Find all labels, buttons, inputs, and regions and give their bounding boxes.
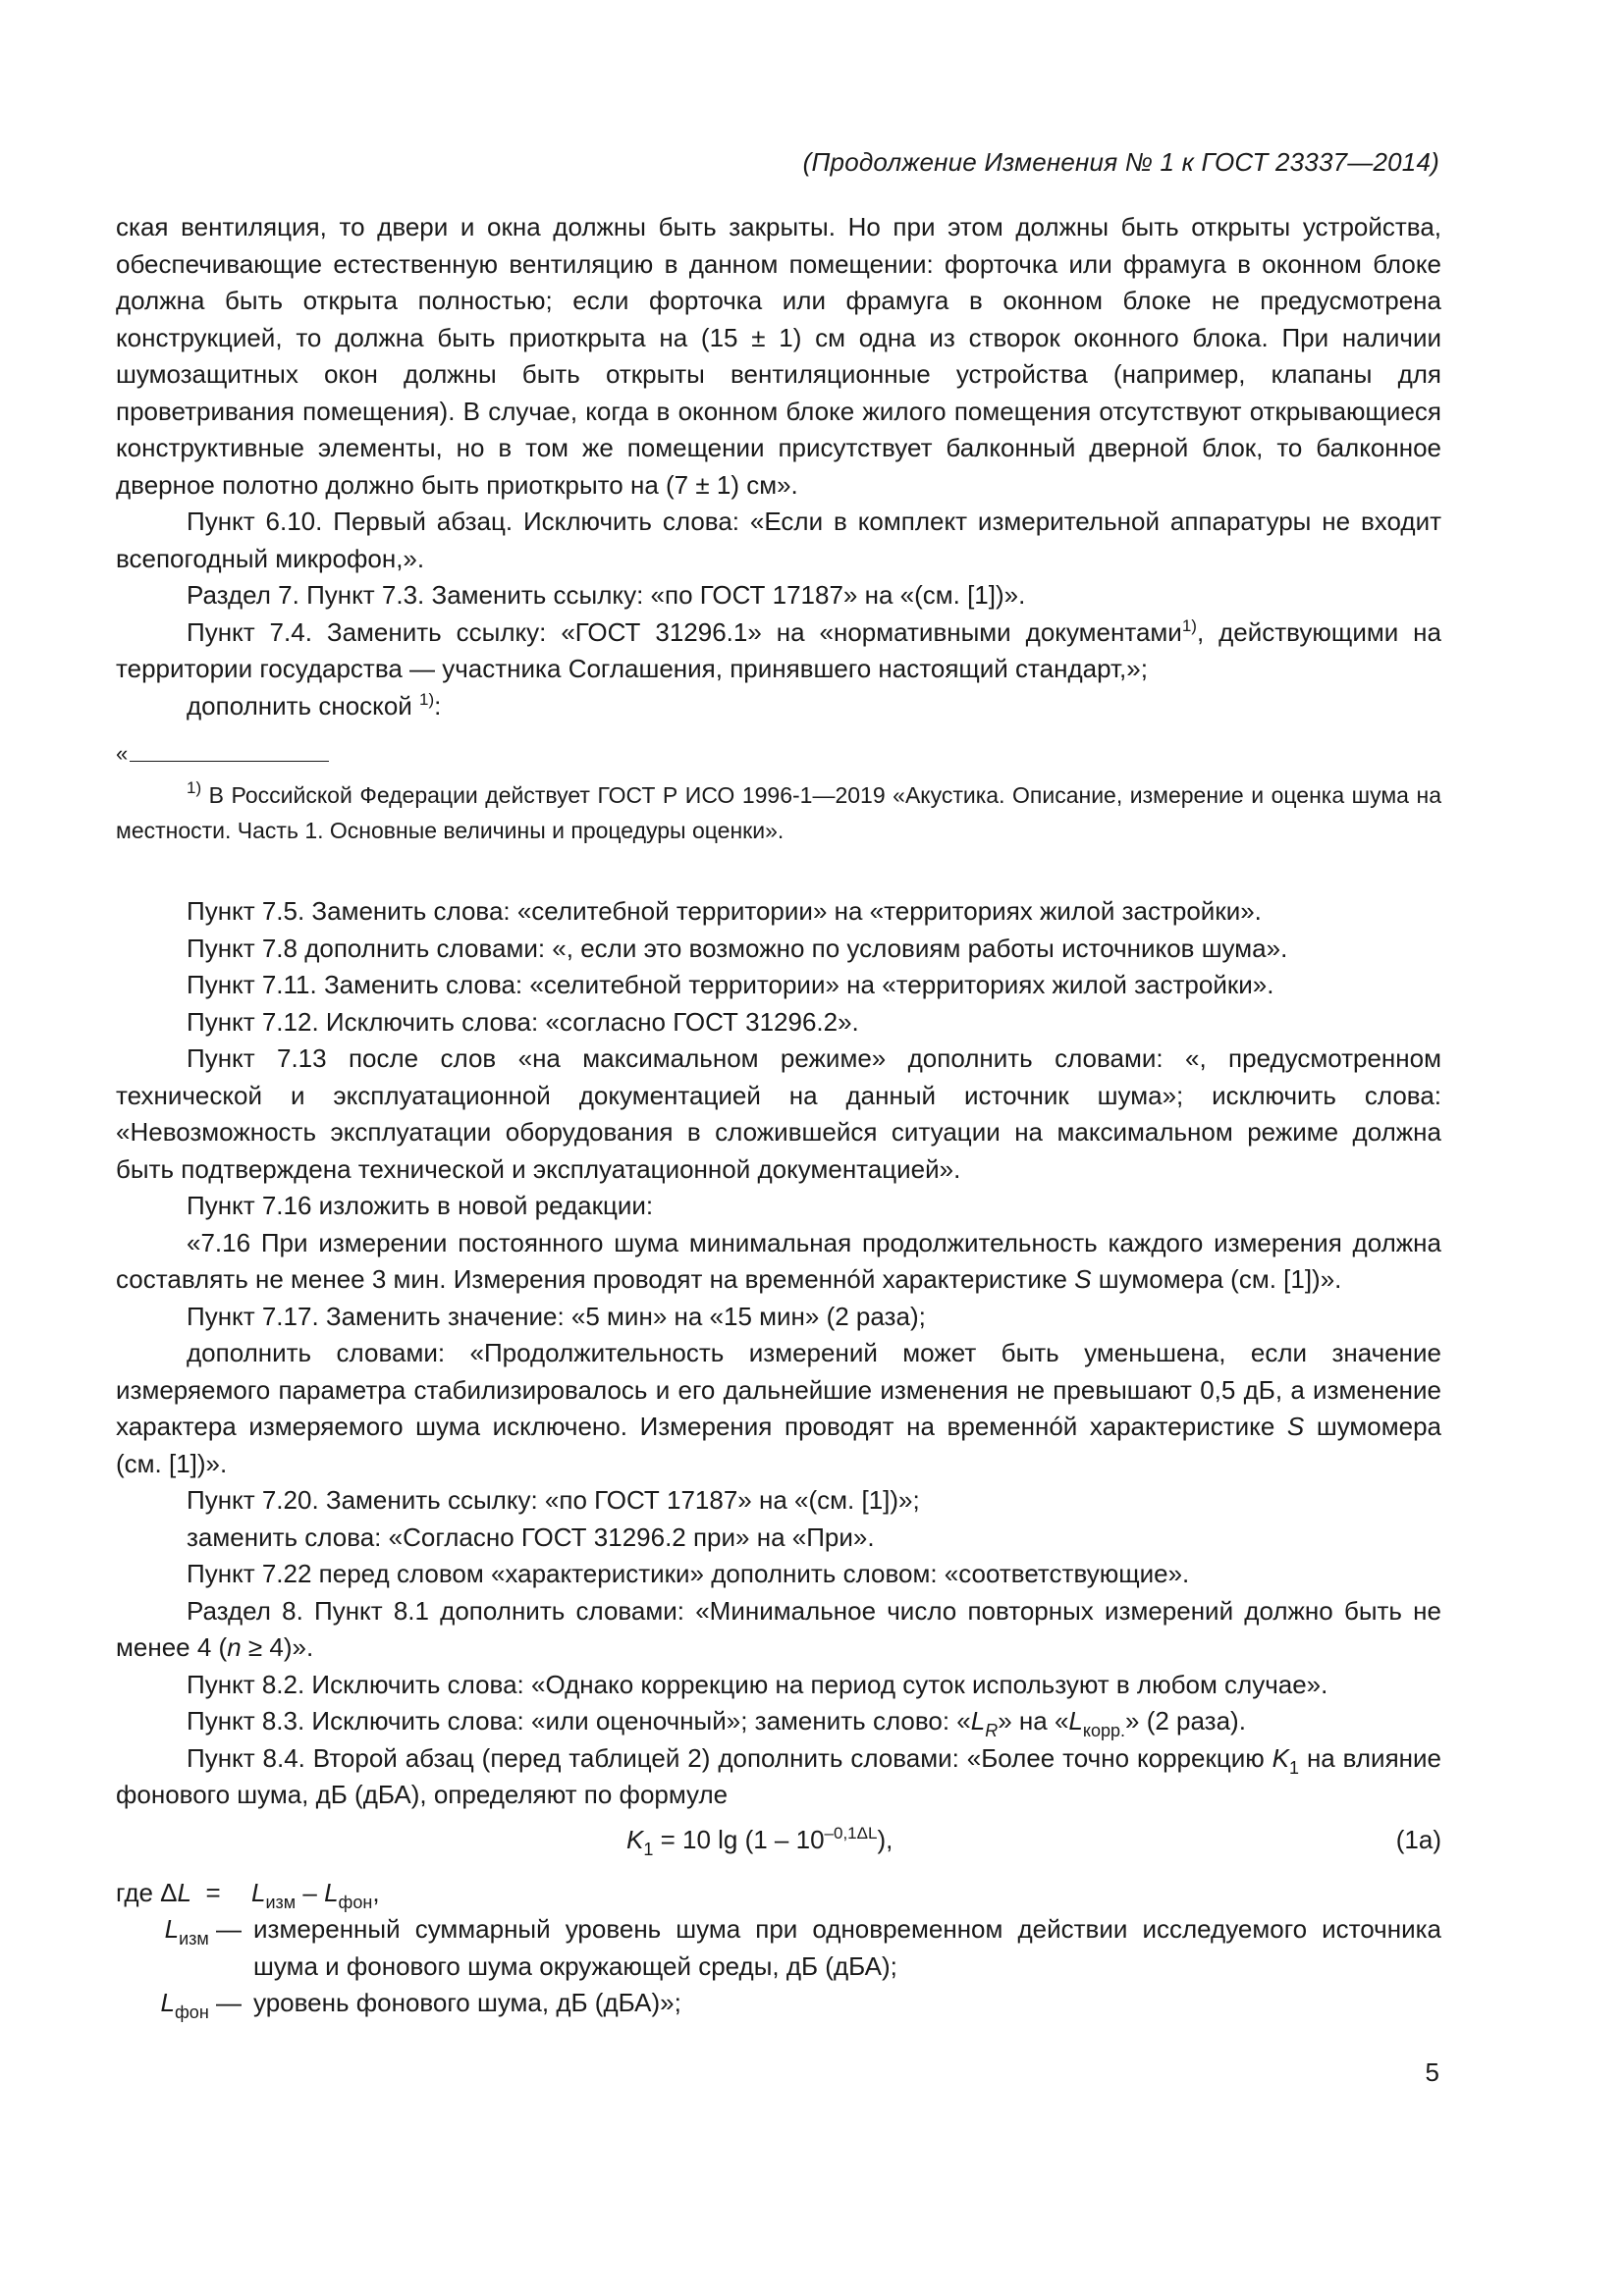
formula-row bbox=[116, 1818, 1441, 1865]
footnote-block bbox=[116, 739, 1441, 848]
text-run: Пункт 8.4. Второй абзац (перед таблицей 2) дополнить словами: «Более точно коррекцию bbox=[187, 1742, 1272, 1773]
text-run: Пункт 8.3. Исключить слова: «или оценочный»; заменить слово: « bbox=[187, 1706, 971, 1735]
where-label bbox=[116, 1911, 253, 1985]
where-definition: уровень фонового шума, дБ (дБА)»; bbox=[253, 1988, 681, 2017]
footnote-open-quote: « bbox=[116, 741, 129, 766]
text-run: , действующими на территории государства — участника Соглашения, принявшего настоящий стандарт,»; bbox=[116, 616, 1441, 683]
paragraph: Раздел 7. Пункт 7.3. Заменить ссылку: «по ГОСТ 17187» на «(см. [1])». bbox=[187, 580, 1026, 610]
where-row bbox=[116, 1911, 1441, 1985]
footnote-separator bbox=[116, 739, 1441, 769]
subscript: изм bbox=[265, 1892, 297, 1912]
footnote-ref: 1) bbox=[1181, 615, 1197, 635]
formula-number: (1а) bbox=[1395, 1824, 1441, 1854]
footnote-rule bbox=[130, 761, 329, 762]
paragraph bbox=[116, 1225, 1441, 1299]
where-row bbox=[116, 1985, 1441, 2022]
where-block bbox=[116, 1875, 1441, 2022]
paragraph: Пункт 7.22 перед словом «характеристики» дополнить словом: «соответствующие». bbox=[187, 1559, 1190, 1588]
text-run: ≥ 4)». bbox=[241, 1632, 314, 1662]
text-run: » на « bbox=[998, 1706, 1069, 1735]
footnote-text bbox=[116, 777, 1441, 848]
document-body bbox=[116, 209, 1441, 2022]
paragraph: Пункт 7.12. Исключить слова: «согласно ГОСТ 31296.2». bbox=[187, 1006, 859, 1037]
subscript: R bbox=[985, 1721, 999, 1740]
text-run: — bbox=[216, 1914, 242, 1944]
paragraph: ская вентиляция, то двери и окна должны быть закрыты. Но при этом должны быть открыты устройства, обеспечивающие естественную вентиляцию в данном помещении: форточка или фрамуга в оконном блоке должна быть открыта полностью; если форточка или фрамуга в оконном блоке не предусмотрена конструкцией, то должна быть приоткрыта на (15 ± 1) см одна из створок оконного блока. При наличии шумозащитных окон должны быть открыты вентиляционные устройства (например, клапаны для проветривания помещения). В случае, когда в оконном блоке жилого помещения отсутствуют открывающиеся конструктивные элементы, но в том же помещении присутствует балконный дверной блок, то балконное дверное полотно должно быть приоткрыто на (7 ± 1) см». bbox=[116, 212, 1441, 500]
running-header: (Продолжение Изменения № 1 к ГОСТ 23337—2014) bbox=[802, 147, 1439, 177]
subscript: корр. bbox=[1082, 1721, 1126, 1740]
symbol: L bbox=[160, 1988, 175, 2017]
text-run: «7.16 При измерении постоянного шума минимальная продолжительность каждого измерения должна составлять не менее 3 мин. Измерения проводят на временнóй характеристике bbox=[116, 1227, 1441, 1294]
subscript: фон bbox=[338, 1892, 373, 1912]
subscript: изм bbox=[179, 1929, 209, 1949]
superscript: –0,1ΔL bbox=[824, 1823, 878, 1842]
paragraph bbox=[116, 1740, 1441, 1814]
where-row bbox=[116, 1875, 1441, 1912]
text-run: В Российской Федерации действует ГОСТ Р ИСО 1996-1—2019 «Акустика. Описание, измерение и оценка шума на местности. Часть 1. Основные величины и процедуры оценки». bbox=[116, 782, 1441, 843]
symbol: L bbox=[251, 1877, 266, 1907]
symbol: S bbox=[1286, 1412, 1305, 1441]
footnote-mark: 1) bbox=[187, 778, 202, 797]
amendments-list bbox=[116, 893, 1441, 2022]
text-run: шумомера (см. [1])». bbox=[116, 1412, 1442, 1478]
where-label bbox=[116, 1985, 253, 2022]
text-run: Пункт 7.4. Заменить ссылку: «ГОСТ 31296.1» на «нормативными документами bbox=[187, 616, 1182, 647]
symbol: L bbox=[1068, 1706, 1083, 1735]
symbol: L bbox=[164, 1914, 180, 1944]
text-run: Раздел 8. Пункт 8.1 дополнить словами: «Минимальное число повторных измерений должно быть не менее 4 ( bbox=[116, 1595, 1441, 1662]
text-run: » (2 раза). bbox=[1125, 1706, 1246, 1735]
paragraph bbox=[116, 1335, 1441, 1482]
page-number: 5 bbox=[1425, 2057, 1439, 2087]
text-run: на влияние фонового шума, дБ (дБА), определяют по формуле bbox=[116, 1742, 1441, 1809]
text-run: = 10 lg (1 – 10 bbox=[653, 1824, 825, 1854]
symbol: K bbox=[1272, 1742, 1290, 1773]
text-run: дополнить словами: «Продолжительность измерений может быть уменьшена, если значение измеряемого параметра стабилизировалось и его дальнейшие изменения не превышают 0,5 дБ, а изменение характера измеряемого шума исключено. Измерения проводят на временнóй характеристике bbox=[116, 1338, 1441, 1441]
paragraph: Пункт 7.20. Заменить ссылку: «по ГОСТ 17187» на «(см. [1])»; bbox=[187, 1485, 920, 1515]
symbol: n bbox=[227, 1632, 242, 1662]
paragraph: Пункт 7.17. Заменить значение: «5 мин» на «15 мин» (2 раза); bbox=[187, 1301, 926, 1331]
where-label bbox=[116, 1875, 251, 1912]
paragraph: Пункт 7.8 дополнить словами: «, если это возможно по условиям работы источников шума». bbox=[187, 933, 1288, 963]
paragraph bbox=[116, 614, 1441, 688]
text-run: – bbox=[296, 1877, 325, 1907]
symbol: K bbox=[626, 1824, 644, 1854]
paragraph: Пункт 8.2. Исключить слова: «Однако коррекцию на период суток используют в любом случае». bbox=[187, 1669, 1328, 1699]
text-run: шумомера (см. [1])». bbox=[1091, 1264, 1342, 1294]
text-run: , bbox=[372, 1877, 380, 1907]
text-run: = bbox=[205, 1877, 221, 1907]
paragraph: Пункт 7.13 после слов «на максимальном режиме» дополнить словами: «, предусмотренном технической и эксплуатационной документацией на данный источник шума»; исключить слова: «Невозможность эксплуатации оборудования в сложившейся ситуации на максимальном режиме должна быть подтверждена технической и эксплуатационной документацией». bbox=[116, 1043, 1441, 1184]
text-run: где Δ bbox=[116, 1877, 178, 1907]
formula bbox=[626, 1822, 893, 1859]
paragraph: Пункт 7.16 изложить в новой редакции: bbox=[187, 1191, 654, 1220]
symbol: L bbox=[324, 1877, 339, 1907]
paragraph bbox=[116, 1703, 1441, 1740]
where-definition: измеренный суммарный уровень шума при одновременном действии исследуемого источника шума и фонового шума окружающей среды, дБ (дБА); bbox=[253, 1914, 1441, 1981]
paragraph: Пункт 7.5. Заменить слова: «селитебной территории» на «территориях жилой застройки». bbox=[187, 896, 1262, 926]
subscript: фон bbox=[175, 2002, 209, 2022]
subscript: 1 bbox=[1289, 1757, 1300, 1778]
footnote-ref: 1) bbox=[419, 689, 435, 709]
subscript: 1 bbox=[643, 1839, 654, 1859]
symbol: L bbox=[970, 1706, 986, 1735]
paragraph: заменить слова: «Согласно ГОСТ 31296.2 при» на «При». bbox=[187, 1522, 875, 1552]
symbol: S bbox=[1074, 1264, 1092, 1294]
text-run: — bbox=[216, 1988, 242, 2017]
symbol: L bbox=[177, 1877, 192, 1907]
paragraph: Пункт 7.11. Заменить слова: «селитебной территории» на «территориях жилой застройки». bbox=[187, 970, 1274, 999]
text-run: дополнить сноской bbox=[187, 690, 420, 721]
paragraph bbox=[116, 688, 1441, 725]
where-definition bbox=[251, 1875, 1441, 1912]
text-run: ), bbox=[877, 1824, 893, 1854]
paragraph bbox=[116, 1593, 1441, 1667]
text-run: : bbox=[434, 690, 442, 721]
paragraph: Пункт 6.10. Первый абзац. Исключить слова: «Если в комплект измерительной аппаратуры не входит всепогодный микрофон,». bbox=[116, 507, 1441, 573]
